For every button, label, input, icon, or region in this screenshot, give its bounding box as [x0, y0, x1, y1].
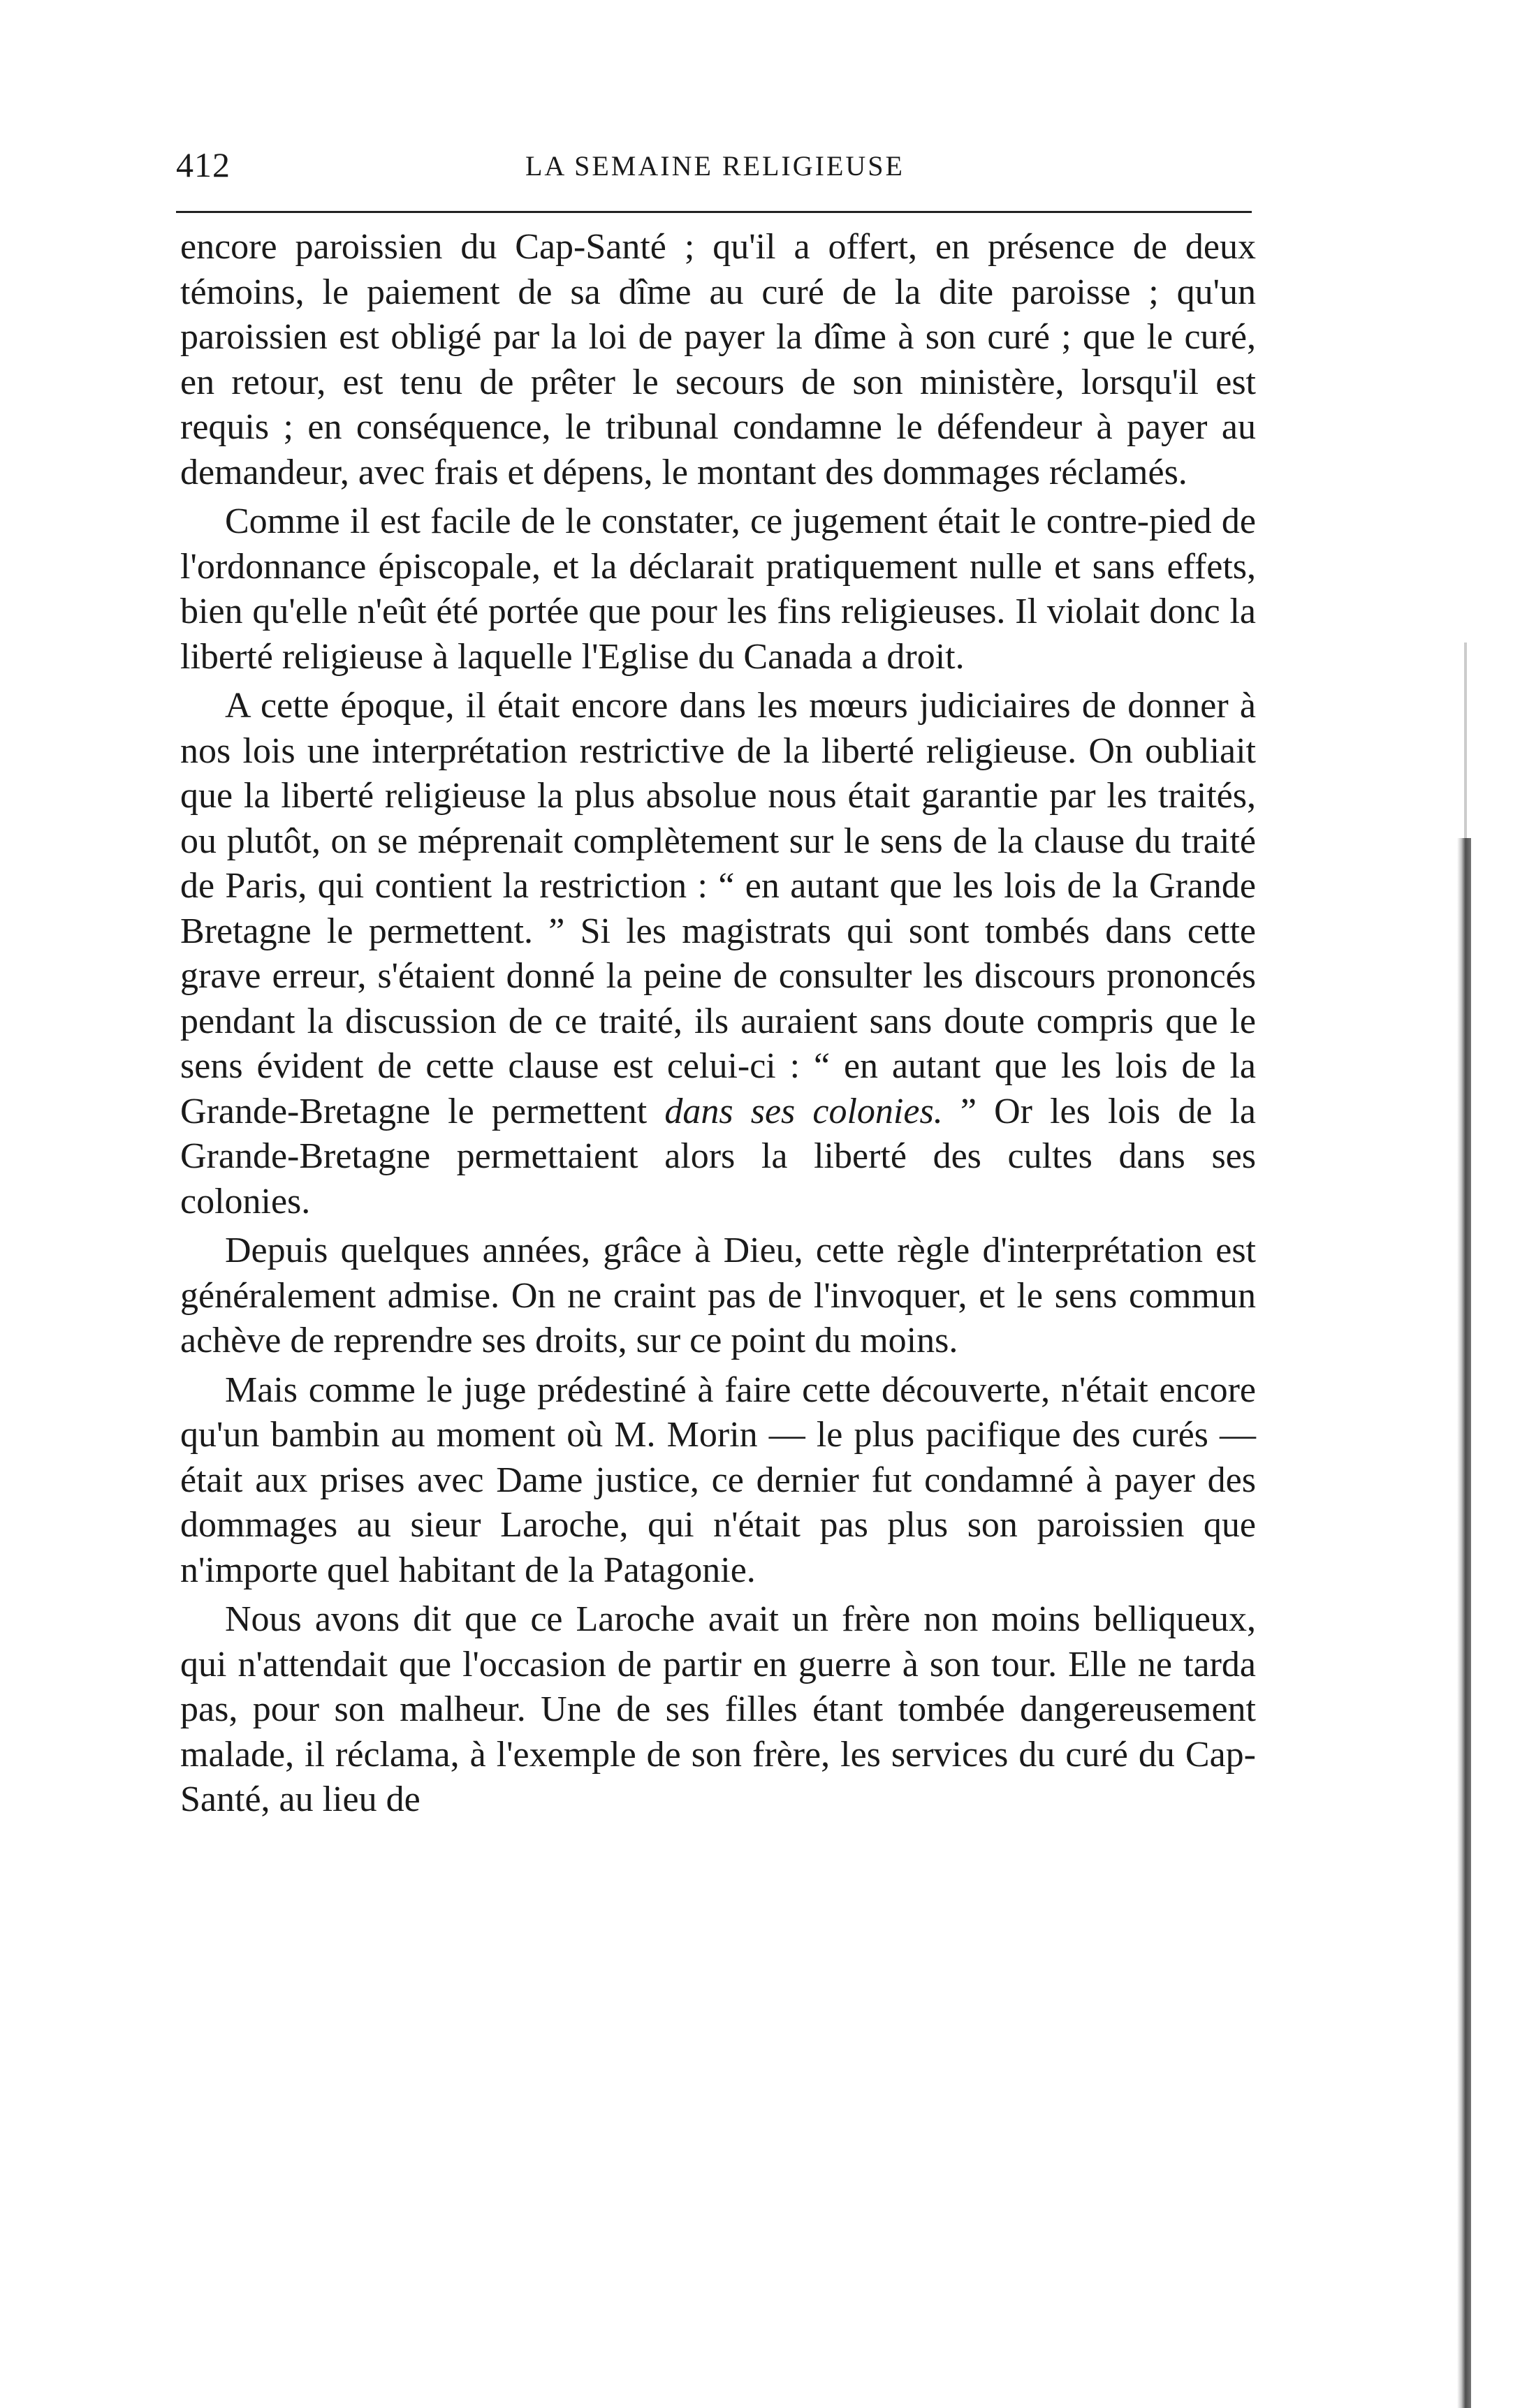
scan-edge-shadow	[1457, 838, 1471, 2408]
scan-edge-mark	[1464, 643, 1467, 838]
paragraph-traite-text-before: A cette époque, il était encore dans les mœurs judiciaires de donner à nos lois une interprétation restrictive de la liberté religieuse. On oubliait que la liberté religieuse la plus absolue nous était garantie par les traités, ou plutôt, on se méprenait complètement sur le sens de la clause du traité de Paris, qui contient la restriction : “ en autant que les lois de la Grande Bretagne le permettent. ” Si les magistrats qui sont tombés dans cette grave erreur, s'étaient donné la peine de consulter les discours prononcés pendant la discussion de ce traité, ils auraient sans doute compris que le sens évident de cette clause est celui-ci : “ en autant que les lois de la Grande-Bretagne le permettent	[180, 686, 1256, 1131]
paragraph-interpretation: Depuis quelques années, grâce à Dieu, cette règle d'interprétation est généralement admise. On ne craint pas de l'invoquer, et le sens commun achève de reprendre ses droits, sur ce point du moins.	[180, 1231, 1256, 1360]
paragraph-traite-de-paris	[180, 684, 1256, 1224]
paragraph-traite-text-after: ” Or les lois de la Grande-Bretagne permettaient alors la liberté des cultes dans ses colonies.	[180, 1091, 1256, 1221]
running-head	[176, 144, 1252, 193]
paragraph-traite-italic: dans ses colonies.	[664, 1091, 943, 1131]
body-text	[180, 225, 1256, 1827]
page-number: 412	[176, 145, 231, 184]
paragraph-juge: Mais comme le juge prédestiné à faire cette découverte, n'était encore qu'un bambin au moment où M. Morin — le plus pacifique des curés — était aux prises avec Dame justice, ce dernier fut condamné à payer des dommages au sieur Laroche, qui n'était pas plus son paroissien que n'importe quel habitant de la Patagonie.	[180, 1370, 1256, 1590]
header-rule	[176, 211, 1252, 213]
paragraph-continuation: encore paroissien du Cap-Santé ; qu'il a offert, en présence de deux témoins, le paiement de sa dîme au curé de la dite paroisse ; qu'un paroissien est obligé par la loi de payer la dîme à son curé ; que le curé, en retour, est tenu de prêter le secours de son ministère, lorsqu'il est requis ; en conséquence, le tribunal condamne le défendeur à payer au demandeur, avec frais et dépens, le montant des dommages réclamés.	[180, 227, 1256, 492]
paragraph-jugement: Comme il est facile de le constater, ce jugement était le contre-pied de l'ordonnance épiscopale, et la déclarait pratiquement nulle et sans effets, bien qu'elle n'eût été portée que pour les fins religieuses. Il violait donc la liberté religieuse à laquelle l'Eglise du Canada a droit.	[180, 501, 1256, 677]
paragraph-laroche: Nous avons dit que ce Laroche avait un frère non moins belliqueux, qui n'attendait que l'occasion de partir en guerre à son tour. Elle ne tarda pas, pour son malheur. Une de ses filles étant tombée dangereusement malade, il réclama, à l'exemple de son frère, les services du curé du Cap-Santé, au lieu de	[180, 1599, 1256, 1819]
running-title: LA SEMAINE RELIGIEUSE	[525, 150, 905, 182]
